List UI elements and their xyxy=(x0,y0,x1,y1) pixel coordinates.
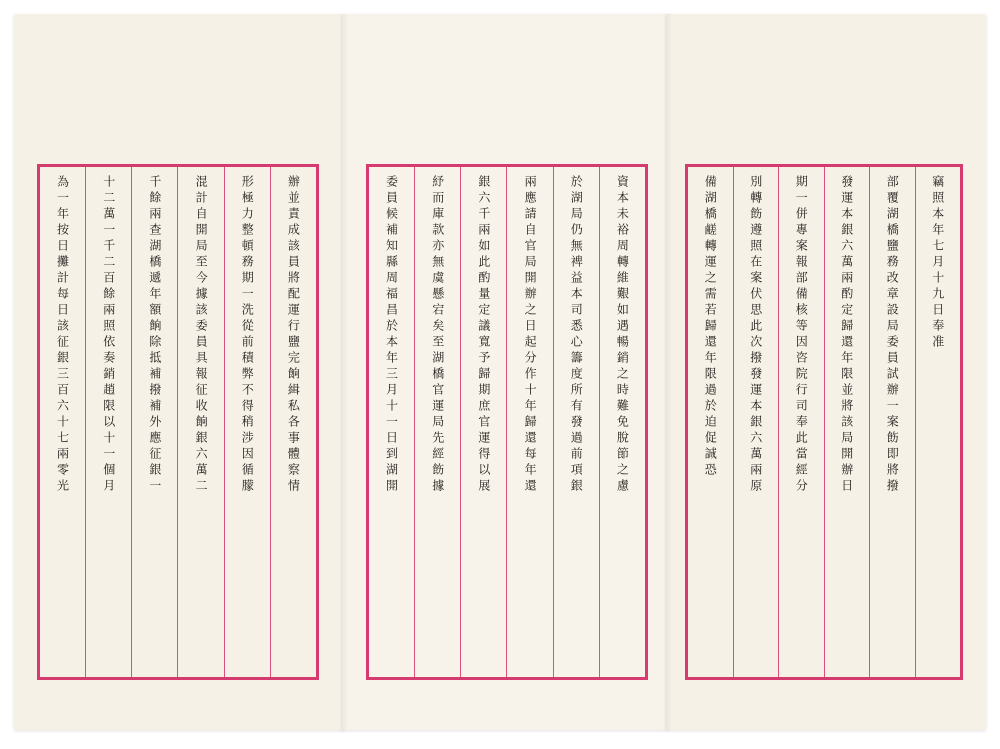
text-column xyxy=(85,167,131,677)
text-column xyxy=(224,167,270,677)
column-text: 十二萬一千二百餘兩照依奏銷趙限以十一個月 xyxy=(101,175,116,495)
text-column xyxy=(270,167,316,677)
text-column xyxy=(915,167,961,677)
column-text: 別轉飭遵照在案伏思此次撥發運本銀六萬兩原 xyxy=(748,175,763,495)
text-column xyxy=(177,167,223,677)
column-text: 混計自開局至今據該委員具報征收餉銀六萬二 xyxy=(194,175,209,495)
text-column xyxy=(369,167,414,677)
column-text: 於湖局仍無裨益本司悉心籌度所有發過前項銀 xyxy=(569,175,584,495)
column-text: 竊照本年七月十九日奉准 xyxy=(930,175,945,351)
column-text: 辦並責成該員將配運行鹽完餉緝私各事體察情 xyxy=(286,175,301,495)
page-fold xyxy=(666,14,672,730)
text-column xyxy=(869,167,915,677)
column-text: 發運本銀六萬兩酌定歸還年限並將該局開辦日 xyxy=(839,175,854,495)
column-text: 資本未裕周轉維艱如遇暢銷之時難免脫節之慮 xyxy=(615,175,630,495)
column-text: 備湖橋鹺轉運之需若歸還年限過於迫促誠恐 xyxy=(703,175,718,479)
text-column xyxy=(460,167,506,677)
text-panel-left xyxy=(37,164,319,680)
text-column xyxy=(824,167,870,677)
text-panel-right xyxy=(685,164,963,680)
text-column xyxy=(414,167,460,677)
text-column xyxy=(131,167,177,677)
text-column xyxy=(778,167,824,677)
column-text: 委員候補知縣周福昌於本年三月十一日到湖開 xyxy=(384,175,399,495)
text-panel-middle xyxy=(366,164,648,680)
text-column xyxy=(506,167,552,677)
text-column xyxy=(599,167,645,677)
text-column xyxy=(553,167,599,677)
column-text: 部覆湖橋鹽務改章設局委員試辦一案飭即將撥 xyxy=(885,175,900,495)
column-text: 期一併專案報部備核等因咨院行司奉此當經分 xyxy=(794,175,809,495)
column-text: 為一年按日攤計每日該征銀三百六十七兩零光 xyxy=(55,175,70,495)
column-text: 紓而庫款亦無虞懸宕矣至湖橋官運局先經飭據 xyxy=(430,175,445,495)
column-text: 兩應請自官局開辦之日起分作十年歸還每年還 xyxy=(523,175,538,495)
text-column xyxy=(40,167,85,677)
column-text: 形極力整頓務期一洗從前積弊不得稍涉因循朦 xyxy=(240,175,255,495)
text-column xyxy=(733,167,779,677)
column-text: 銀六千兩如此酌量定議寬予歸期庶官運得以展 xyxy=(476,175,491,495)
page-fold xyxy=(342,14,348,730)
text-column xyxy=(688,167,733,677)
column-text: 千餘兩查湖橋遞年額餉除抵補撥補外應征銀一 xyxy=(147,175,162,495)
